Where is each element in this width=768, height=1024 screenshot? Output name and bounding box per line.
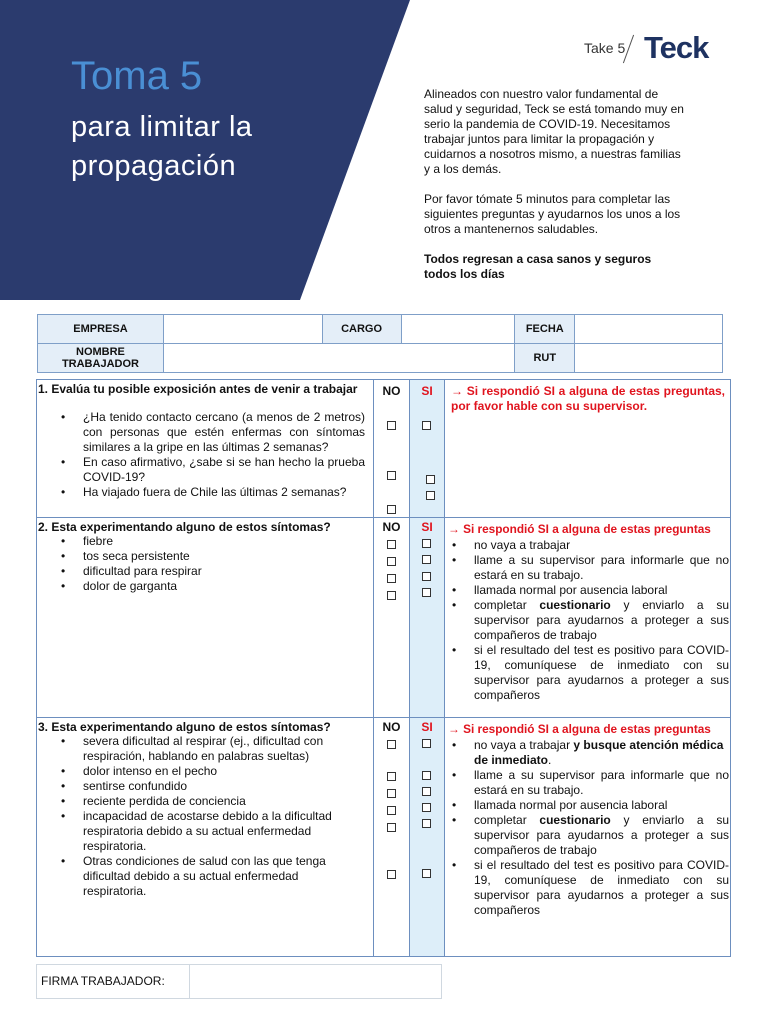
checkbox-no[interactable] [387, 540, 396, 549]
section-3-symptom-list [37, 734, 373, 899]
si-column-header: SI [421, 384, 433, 398]
question-item: • En caso afirmativo, ¿sabe si se han hecho la prueba COVID-19? [83, 455, 365, 485]
checkbox-si[interactable] [426, 475, 435, 484]
section-3-instruction: → Si respondió SI a alguna de estas preguntas [448, 722, 711, 736]
section-1-exposure [36, 379, 731, 518]
section-2-title: 2. Esta experimentando alguno de estos síntomas? [38, 520, 331, 534]
action-item: • si el resultado del test es positivo para COVID-19, comuníquese de inmediato con su supervisor para ayudarnos a proteger a sus compañeros [474, 858, 729, 918]
empresa-label: EMPRESA [38, 315, 164, 344]
checkbox-no[interactable] [387, 823, 396, 832]
rut-label: RUT [515, 344, 575, 373]
checkbox-si[interactable] [422, 869, 431, 878]
nombre-label [38, 344, 164, 373]
rut-field[interactable] [575, 344, 723, 373]
empresa-field[interactable] [163, 315, 322, 344]
checkbox-no[interactable] [387, 772, 396, 781]
fecha-field[interactable] [575, 315, 723, 344]
checkbox-si[interactable] [422, 787, 431, 796]
question-item: • ¿Ha tenido contacto cercano (a menos de 2 metros) con personas que estén enfermas con síntomas similares a la gripe en las últimas 2 semanas? [83, 410, 365, 455]
cargo-label: CARGO [322, 315, 401, 344]
no-column-header: NO [382, 720, 401, 734]
page-title: Toma 5 [71, 54, 203, 98]
header-banner [0, 0, 410, 300]
symptom-item: • sentirse confundido [83, 779, 343, 794]
checkbox-si[interactable] [422, 588, 431, 597]
checkbox-no[interactable] [387, 557, 396, 566]
symptom-item: • reciente perdida de conciencia [83, 794, 343, 809]
symptom-item: • dificultad para respirar [83, 564, 365, 579]
checkbox-no[interactable] [387, 505, 396, 514]
action-item: • llamada normal por ausencia laboral [474, 583, 729, 598]
brand-name: Teck [644, 30, 709, 65]
symptom-item: • tos seca persistente [83, 549, 365, 564]
action-item: • llamada normal por ausencia laboral [474, 798, 729, 813]
signature-label: FIRMA TRABAJADOR: [41, 974, 165, 988]
checkbox-si[interactable] [426, 491, 435, 500]
intro-paragraph-2: Por favor tómate 5 minutos para completar las siguientes preguntas y ayudarnos los unos a los otros a mantenernos saludables. [424, 192, 681, 236]
section-1-title: 1. Evalúa tu posible exposición antes de venir a trabajar [38, 382, 358, 396]
no-column-header: NO [382, 384, 401, 398]
action-item: • completar cuestionario y enviarlo a su supervisor para ayudarnos a proteger a sus compañeros de trabajo [474, 598, 729, 643]
si-column-header: SI [421, 720, 433, 734]
section-2-instruction: → Si respondió SI a alguna de estas preguntas [448, 522, 711, 536]
nombre-field[interactable] [163, 344, 514, 373]
action-item: • llame a su supervisor para informarle que no estará en su trabajo. [474, 553, 729, 583]
page-subtitle: para limitar la propagación [71, 111, 253, 182]
symptom-item: • fiebre [83, 534, 365, 549]
action-item: • llame a su supervisor para informarle que no estará en su trabajo. [474, 768, 729, 798]
cargo-field[interactable] [401, 315, 515, 344]
section-3-actions [445, 738, 731, 918]
symptom-item: • dolor de garganta [83, 579, 365, 594]
section-2-actions [445, 538, 731, 703]
checkbox-no[interactable] [387, 471, 396, 480]
checkbox-no[interactable] [387, 870, 396, 879]
section-3-title: 3. Esta experimentando alguno de estos síntomas? [38, 720, 331, 734]
fecha-label: FECHA [515, 315, 575, 344]
take5-label: Take 5 [584, 40, 626, 56]
action-item: • si el resultado del test es positivo para COVID-19, comuníquese de inmediato con su supervisor para ayudarnos a proteger a sus compañeros [474, 643, 729, 703]
symptom-item: • incapacidad de acostarse debido a la dificultad respiratoria debido a su actual enfermedad respiratoria. [83, 809, 343, 854]
checkbox-si[interactable] [422, 819, 431, 828]
intro-paragraph-1: Alineados con nuestro valor fundamental de salud y seguridad, Teck se está tomando muy en serio la pandemia de COVID-19. Necesitamos trabajar juntos para limitar la propagación y cuidarnos a nosotros mismo, a nuestras familias y a los demás. [424, 87, 684, 176]
checkbox-no[interactable] [387, 421, 396, 430]
symptom-item: • dolor intenso en el pecho [83, 764, 343, 779]
no-column-header: NO [382, 520, 401, 534]
intro-text [424, 87, 686, 297]
signature-field[interactable] [189, 965, 441, 998]
checkbox-no[interactable] [387, 789, 396, 798]
intro-closing: Todos regresan a casa sanos y seguros todos los días [424, 252, 652, 281]
checkbox-si[interactable] [422, 555, 431, 564]
section-1-instruction: → Si respondió SI a alguna de estas preguntas, por favor hable con su supervisor. [451, 384, 725, 413]
checkbox-no[interactable] [387, 574, 396, 583]
checkbox-si[interactable] [422, 771, 431, 780]
checkbox-si[interactable] [422, 421, 431, 430]
question-item: • Ha viajado fuera de Chile las últimas 2 semanas? [83, 485, 365, 500]
nombre-label-text: NOMBRE TRABAJADOR [61, 346, 139, 370]
section-3-severe-symptoms [36, 717, 731, 957]
section-2-symptom-list [37, 534, 373, 594]
checkbox-si[interactable] [422, 572, 431, 581]
action-item: • completar cuestionario y enviarlo a su supervisor para ayudarnos a proteger a sus compañeros de trabajo [474, 813, 729, 858]
action-item: • no vaya a trabajar [474, 538, 729, 553]
action-item: • no vaya a trabajar y busque atención médica de inmediato. [474, 738, 729, 768]
checkbox-si[interactable] [422, 803, 431, 812]
checkbox-no[interactable] [387, 591, 396, 600]
checkbox-si[interactable] [422, 739, 431, 748]
checkbox-no[interactable] [387, 806, 396, 815]
si-column-header: SI [421, 520, 433, 534]
worker-info-table [37, 314, 723, 373]
section-1-questions [37, 410, 373, 500]
checkbox-no[interactable] [387, 740, 396, 749]
symptom-item: • severa dificultad al respirar (ej., dificultad con respiración, hablando en palabras sueltas) [83, 734, 343, 764]
checkbox-si[interactable] [422, 539, 431, 548]
section-2-symptoms [36, 517, 731, 718]
symptom-item: • Otras condiciones de salud con las que tenga dificultad debido a su actual enfermedad respiratoria. [83, 854, 343, 899]
signature-row [36, 964, 442, 999]
